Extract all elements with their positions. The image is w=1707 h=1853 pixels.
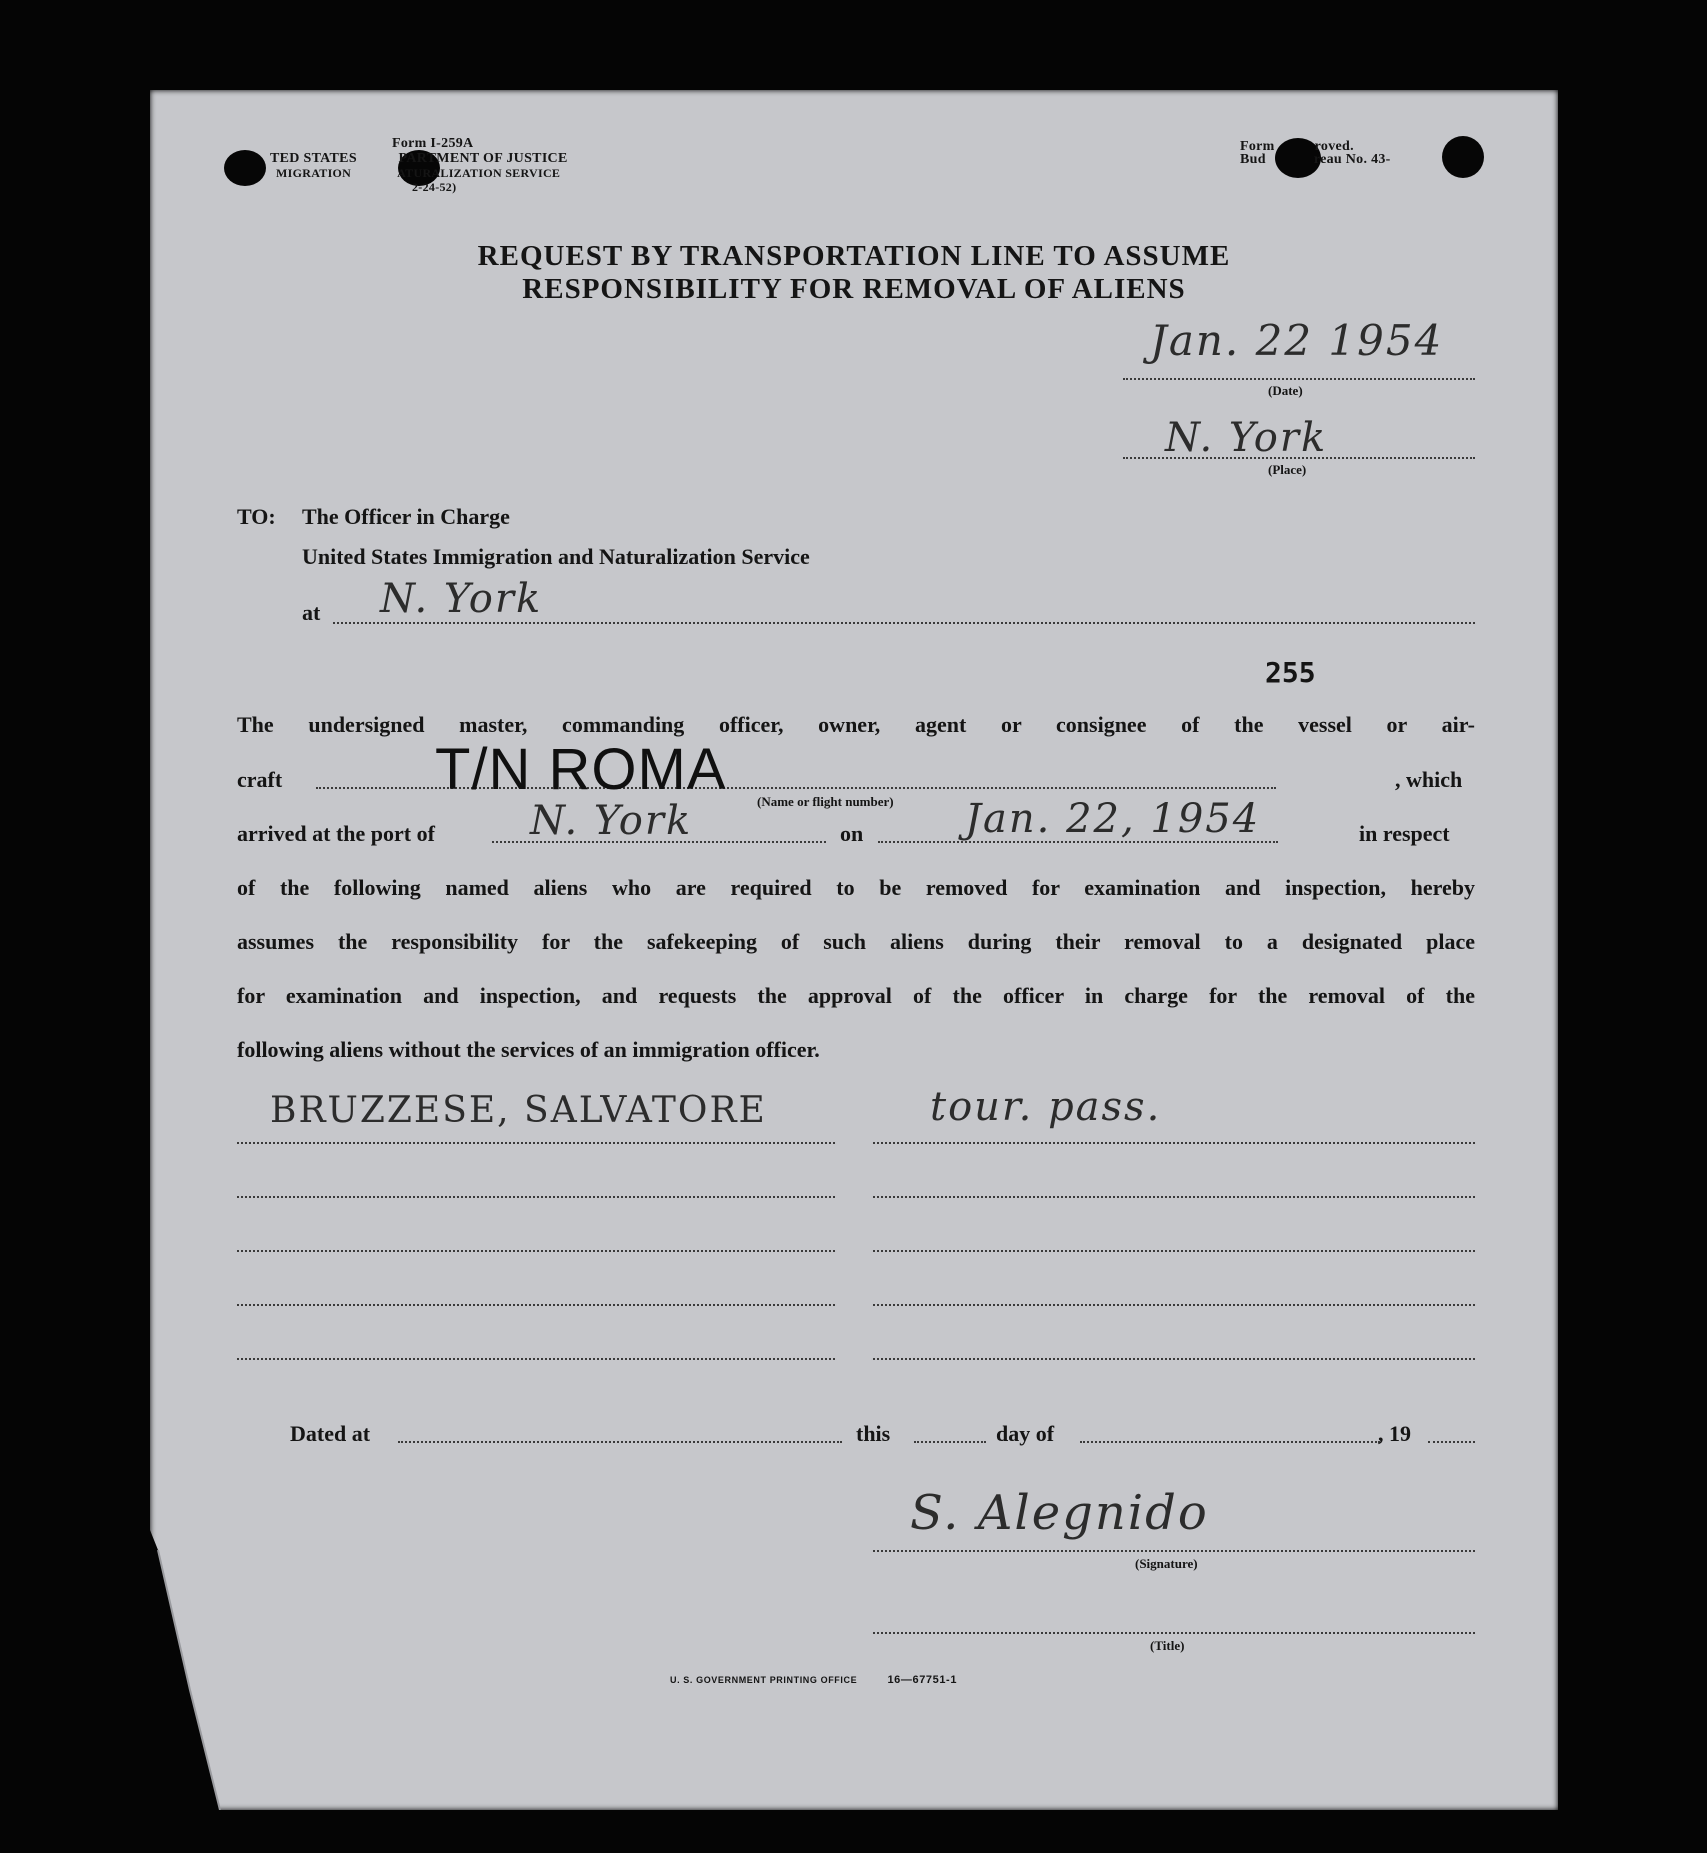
respect-label: in respect — [1359, 821, 1450, 846]
body-line7: following aliens without the services of an immigration officer. — [237, 1037, 820, 1062]
approval-line2: Bud reau No. 43- — [1240, 152, 1391, 167]
approval-line1: Form roved. — [1240, 139, 1354, 154]
printer-line: U. S. GOVERNMENT PRINTING OFFICE 16—67751-1 — [670, 1674, 958, 1686]
alien-name-line — [237, 1196, 835, 1198]
alien-note-line — [873, 1250, 1475, 1252]
on-label: on — [840, 821, 864, 846]
dated-at-line — [398, 1441, 842, 1443]
day-of-label: day of — [996, 1421, 1055, 1446]
alien-name-line — [237, 1250, 835, 1252]
arrival-date-value: Jan. 22, 1954 — [965, 796, 1261, 842]
form-title-line1: REQUEST BY TRANSPORTATION LINE TO ASSUME — [477, 240, 1231, 272]
port-label: arrived at the port of — [237, 821, 435, 846]
year-line — [1428, 1441, 1475, 1443]
place-caption: (Place) — [1268, 462, 1307, 477]
body-line6: for examination and inspection, and requests the approval of the officer in charge for the removal of the — [237, 983, 1475, 1008]
form-revision-date: 2-24-52) — [412, 180, 457, 194]
craft-label: craft — [237, 767, 283, 792]
name-caption: (Name or flight number) — [757, 794, 894, 809]
alien-name-line — [237, 1358, 835, 1360]
agency-line1: TED STATES PARTMENT OF JUSTICE — [270, 151, 568, 166]
at-value: N. York — [380, 576, 543, 622]
date-value: Jan. 22 1954 — [1150, 316, 1444, 365]
body-line1: The undersigned master, commanding officer, owner, agent or consignee of the vessel or air- — [237, 712, 1475, 737]
date-line — [1123, 378, 1475, 380]
title-line — [873, 1632, 1475, 1634]
addressee-line1: The Officer in Charge — [302, 504, 510, 529]
alien-name-line — [237, 1142, 835, 1144]
which-label: , which — [1395, 767, 1463, 792]
signature-value: S. Alegnido — [910, 1485, 1209, 1541]
alien-note-line — [873, 1304, 1475, 1306]
alien-note-line — [873, 1196, 1475, 1198]
signature-line — [873, 1550, 1475, 1552]
alien-note-line — [873, 1358, 1475, 1360]
at-label: at — [302, 600, 321, 625]
alien-name: BRUZZESE, SALVATORE — [270, 1090, 767, 1131]
agency-line2: MIGRATION ATURALIZATION SERVICE — [276, 166, 561, 180]
alien-note-line — [873, 1142, 1475, 1144]
date-caption: (Date) — [1268, 383, 1303, 398]
body-line5: assumes the responsibility for the safekeeping of such aliens during their removal to a designated place — [237, 929, 1475, 954]
folded-corner — [150, 1530, 240, 1810]
ink-blot — [224, 150, 266, 186]
title-caption: (Title) — [1150, 1638, 1185, 1653]
dated-at-label: Dated at — [290, 1421, 371, 1446]
form-document — [150, 90, 1558, 1810]
alien-note: tour. pass. — [930, 1084, 1162, 1130]
day-line — [914, 1441, 986, 1443]
this-label: this — [856, 1421, 891, 1446]
place-value: N. York — [1165, 415, 1328, 461]
port-value: N. York — [530, 798, 693, 844]
place-line — [1123, 457, 1475, 459]
file-number: 255 — [1265, 656, 1316, 689]
addressee-line2: United States Immigration and Naturalization Service — [302, 544, 810, 569]
alien-name-line — [237, 1304, 835, 1306]
month-line — [1080, 1441, 1380, 1443]
form-number: Form I-259A — [392, 136, 474, 151]
signature-caption: (Signature) — [1135, 1556, 1198, 1571]
vessel-name-stamp: T/N ROMA — [435, 737, 727, 802]
at-line — [333, 622, 1475, 624]
body-line4: of the following named aliens who are required to be removed for examination and inspection, hereby — [237, 875, 1475, 900]
year-label: , 19 — [1378, 1421, 1411, 1446]
to-label: TO: — [237, 504, 276, 529]
form-title-line2: RESPONSIBILITY FOR REMOVAL OF ALIENS — [522, 273, 1186, 305]
ink-blot — [1442, 136, 1484, 178]
